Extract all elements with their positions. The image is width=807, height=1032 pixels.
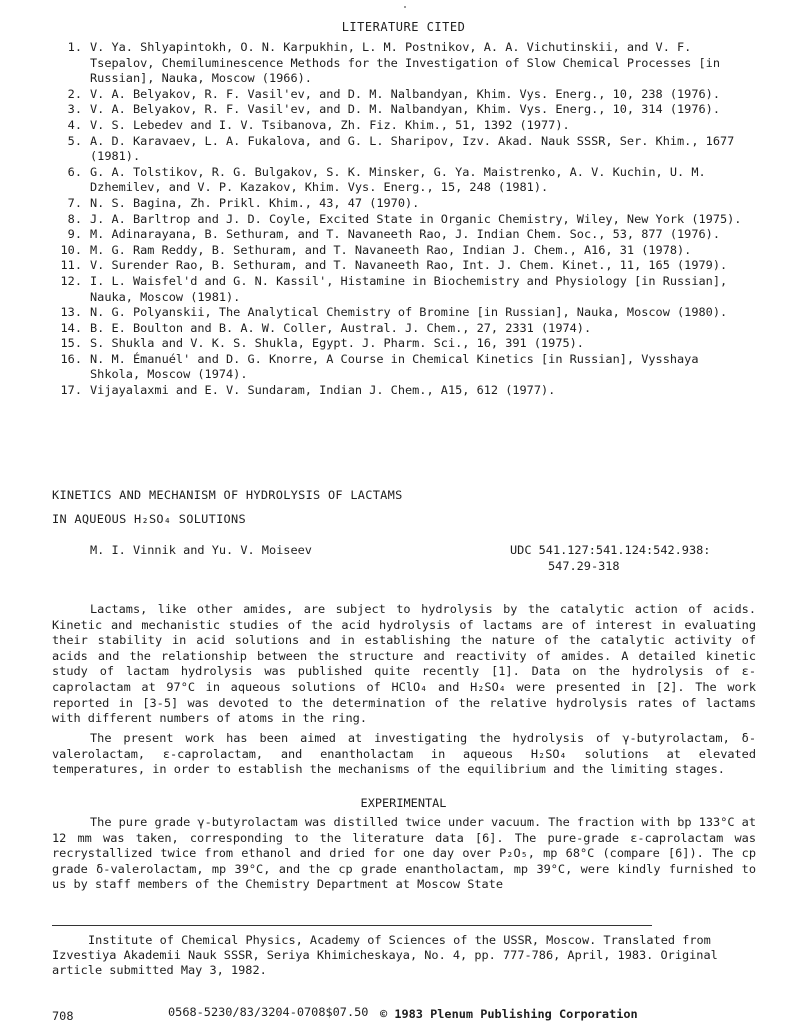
article-code: 0568-5230/83/3204-0708$07.50 [168, 1005, 369, 1019]
scan-speck [404, 6, 406, 8]
udc-line-2: 547.29-318 [548, 558, 620, 573]
reference-text: N. G. Polyanskii, The Analytical Chemistry of Bromine [in Russian], Nauka, Moscow (1980). [90, 305, 728, 320]
reference-number: 1. [67, 40, 82, 54]
reference-text: N. M. Émanuél' and D. G. Knorre, A Course in Chemical Kinetics [in Russian], Vysshaya Shkola, Moscow (1974). [90, 351, 699, 382]
reference-item [58, 336, 748, 352]
reference-number: 14. [60, 320, 82, 335]
reference-text: V. A. Belyakov, R. F. Vasil'ev, and D. M. Nalbandyan, Khim. Vys. Energ., 10, 238 (1976). [90, 86, 720, 101]
udc-code [510, 543, 710, 574]
page-number: 708 [52, 1009, 74, 1023]
reference-item [58, 352, 748, 383]
article-title-line-1: KINETICS AND MECHANISM OF HYDROLYSIS OF LACTAMS [52, 488, 403, 502]
reference-item [58, 212, 748, 228]
reference-number: 3. [67, 102, 82, 117]
reference-text: J. A. Barltrop and J. D. Coyle, Excited State in Organic Chemistry, Wiley, New York (1975). [90, 211, 742, 226]
reference-text: N. S. Bagina, Zh. Prikl. Khim., 43, 47 (1970). [90, 195, 420, 210]
reference-text: M. G. Ram Reddy, B. Sethuram, and T. Navaneeth Rao, Indian J. Chem., A16, 31 (1978). [90, 242, 692, 257]
reference-item [58, 134, 748, 165]
reference-number: 11. [60, 258, 82, 273]
reference-number: 2. [67, 86, 82, 101]
reference-item [58, 40, 748, 87]
reference-text: G. A. Tolstikov, R. G. Bulgakov, S. K. Minsker, G. Ya. Maistrenko, A. V. Kuchin, U. M. Dzhemilev, and V. P. Kazakov, Khim. Vys. Energ., 15, 248 (1981). [90, 164, 706, 195]
reference-number: 9. [67, 227, 82, 242]
reference-text: S. Shukla and V. K. S. Shukla, Egypt. J. Pharm. Sci., 16, 391 (1975). [90, 336, 584, 351]
affiliation-footnote: Institute of Chemical Physics, Academy of Sciences of the USSR, Moscow. Translated from Izvestiya Akademii Nauk SSSR, Seriya Khimicheskaya, No. 4, pp. 777-786, April, 1983. Original article submitted May 3, 1982. [52, 933, 718, 977]
reference-number: 10. [60, 242, 82, 257]
experimental-heading: EXPERIMENTAL [360, 796, 447, 810]
reference-number: 7. [67, 195, 82, 210]
reference-item [58, 274, 748, 305]
reference-item [58, 227, 748, 243]
experimental-paragraph: The pure grade γ-butyrolactam was distilled twice under vacuum. The fraction with bp 133°C at 12 mm was taken, corresponding to the literature data [6]. The pure-grade ε-caprolactam was recrystallized twice from ethanol and dried for one day over P₂O₅, mp 68°C (compare [6]). The cp grade δ-valerolactam, mp 39°C, and the cp grade enantholactam, mp 39°C, were kindly furnished to us by staff members of the Chemistry Department at Moscow State [52, 815, 756, 892]
article-authors: M. I. Vinnik and Yu. V. Moiseev [90, 543, 312, 557]
intro-paragraph-1: Lactams, like other amides, are subject to hydrolysis by the catalytic action of acids. Kinetic and mechanistic studies of the acid hydrolysis of lactams are of interest in evaluating their stability in acid solutions and in establishing the nature of the catalytic activity of acids and the relationship between the structure and reactivity of amides. A detailed kinetic study of lactam hydrolysis was published quite recently [1]. Data on the hydrolysis of ε-caprolactam at 97°C in aqueous solutions of HClO₄ and H₂SO₄ were presented in [2]. The work reported in [3-5] was devoted to the determination of the relative hydrolysis rates of lactams with different numbers of atoms in the ring. [52, 602, 756, 726]
reference-number: 15. [60, 336, 82, 351]
reference-text: M. Adinarayana, B. Sethuram, and T. Navaneeth Rao, J. Indian Chem. Soc., 53, 877 (1976). [90, 227, 720, 242]
intro-paragraph-2: The present work has been aimed at investigating the hydrolysis of γ-butyrolactam, δ-valerolactam, ε-caprolactam, and enantholactam in aqueous H₂SO₄ solutions at elevated temperatures, in order to establish the mechanisms of the equilibrium and the limiting stages. [52, 731, 756, 777]
reference-item [58, 102, 748, 118]
footnote-rule [52, 925, 652, 926]
reference-item [58, 87, 748, 103]
reference-item [58, 243, 748, 259]
reference-item [58, 196, 748, 212]
reference-item [58, 321, 748, 337]
reference-item [58, 118, 748, 134]
reference-text: B. E. Boulton and B. A. W. Coller, Austral. J. Chem., 27, 2331 (1974). [90, 320, 592, 335]
reference-text: Vijayalaxmi and E. V. Sundaram, Indian J. Chem., A15, 612 (1977). [90, 383, 556, 398]
reference-text: A. D. Karavaev, L. A. Fukalova, and G. L. Sharipov, Izv. Akad. Nauk SSSR, Ser. Khim., 1677 (1981). [90, 133, 735, 164]
reference-number: 17. [60, 383, 82, 398]
reference-number: 5. [67, 133, 82, 148]
reference-number: 13. [60, 305, 82, 320]
publisher-copyright: © 1983 Plenum Publishing Corporation [380, 1007, 638, 1021]
reference-item [58, 165, 748, 196]
udc-line-1: UDC 541.127:541.124:542.938: [510, 543, 711, 557]
article-title-line-2: IN AQUEOUS H₂SO₄ SOLUTIONS [52, 512, 246, 526]
reference-item [58, 383, 748, 399]
reference-list [58, 40, 748, 399]
reference-text: V. S. Lebedev and I. V. Tsibanova, Zh. Fiz. Khim., 51, 1392 (1977). [90, 117, 570, 132]
reference-text: V. Ya. Shlyapintokh, O. N. Karpukhin, L. M. Postnikov, A. A. Vichutinskii, and V. F. Tsepalov, Chemiluminescence Methods for the Investigation of Slow Chemical Processes [in Russian], Nauka, Moscow (1966). [90, 40, 720, 86]
reference-item [58, 305, 748, 321]
reference-text: V. A. Belyakov, R. F. Vasil'ev, and D. M. Nalbandyan, Khim. Vys. Energ., 10, 314 (1976). [90, 102, 720, 117]
reference-number: 4. [67, 117, 82, 132]
literature-cited-heading: LITERATURE CITED [341, 20, 466, 34]
reference-text: I. L. Waisfel'd and G. N. Kassil', Histamine in Biochemistry and Physiology [in Russian], Nauka, Moscow (1981). [90, 273, 728, 304]
reference-number: 12. [60, 273, 82, 288]
reference-item [58, 258, 748, 274]
reference-number: 6. [67, 164, 82, 179]
reference-number: 16. [60, 351, 82, 366]
reference-text: V. Surender Rao, B. Sethuram, and T. Navaneeth Rao, Int. J. Chem. Kinet., 11, 165 (1979). [90, 258, 728, 273]
reference-number: 8. [67, 211, 82, 226]
